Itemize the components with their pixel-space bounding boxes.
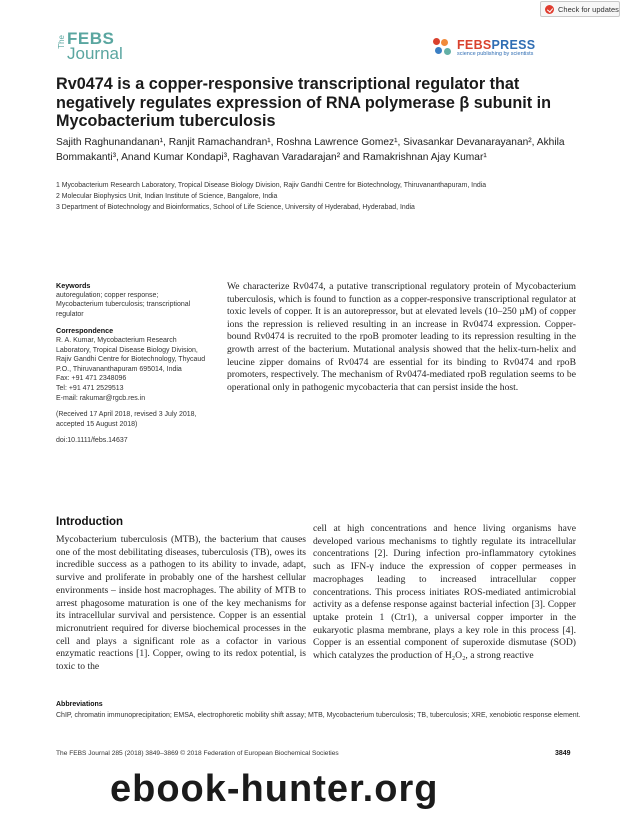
author-list: Sajith Raghunandanan¹, Ranjit Ramachandran¹, Roshna Lawrence Gomez¹, Sivasankar Devanarayanan², Akhila Bommakanti³, Anand Kumar Kondapi³, Raghavan Varadarajan² and Ramakrishnan Ajay Kumar¹	[56, 137, 565, 163]
keywords: autoregulation; copper response; Mycobacterium tuberculosis; transcriptional regulator	[56, 291, 191, 318]
press-tagline: science publishing by scientists	[457, 50, 534, 57]
check-icon	[545, 5, 554, 14]
watermark: ebook-hunter.org	[110, 768, 439, 810]
correspondence-fax: Fax: +91 471 2348096	[56, 375, 127, 383]
febs-journal-logo	[57, 31, 123, 65]
abbreviations-heading: Abbreviations	[56, 701, 103, 708]
press-logo-febs: FEBS	[457, 37, 492, 52]
febs-press-mark-icon	[433, 38, 453, 58]
footer-citation: The FEBS Journal 285 (2018) 3849–3869 © 2018 Federation of European Biochemical Societies	[56, 750, 339, 757]
abstract: We characterize Rv0474, a putative transcriptional regulatory protein of Mycobacterium tuberculosis, which is found to function as a copper-responsive transcriptional regulator at toxic levels of copper. It is an autorepressor, but at elevated levels (10–250 µM) of copper ions the repression is relieved resulting in an increase in Rv0474 expression. Copper-bound Rv0474 is recruited to the rpoB promoter leading to its repression resulting in the growth arrest of the bacterium. Mutational analysis showed that the helix-turn-helix and leucine zipper domains of Rv0474 are essential for its binding to Rv0474 and rpoB promoters, respectively. The mechanism of Rv0474-mediated rpoB regulation seems to be operational only in pathogenic mycobacteria that can persist inside the host.	[227, 281, 576, 393]
check-for-updates-button[interactable]	[540, 1, 620, 17]
affiliation-1: 1 Mycobacterium Research Laboratory, Tropical Disease Biology Division, Rajiv Gandhi Centre for Biotechnology, Thiruvananthapuram, India	[56, 182, 487, 189]
page-number: 3849	[555, 750, 571, 757]
article-sidebar	[56, 281, 206, 453]
correspondence-heading: Correspondence	[56, 326, 114, 336]
doi-link[interactable]: doi:10.1111/febs.14637	[56, 437, 128, 445]
affiliation-3: 3 Department of Biotechnology and Bioinformatics, School of Life Science, University of Hyderabad, Hyderabad, India	[56, 204, 415, 211]
introduction-column-1: Mycobacterium tuberculosis (MTB), the bacterium that causes one of the most debilitating diseases, tuberculosis (TB), owes its incredible success as a pathogen to its ability to invade, adapt, survive and proliferate in probably one of the harshest cellular environments – inside host macrophages. The ability of MTB to arrest phagosome maturation is one of the key mechanisms for its intracellular survival and persistence. Copper is an essential micronutrient required for diverse biochemical processes in the cell and plays a significant role as a cofactor in various enzymatic reactions [1]. Copper, owing to its redox potential, is toxic to the	[56, 534, 306, 673]
check-for-updates-label: Check for updates	[558, 4, 619, 14]
correspondence-tel: Tel: +91 471 2529513	[56, 384, 124, 392]
introduction-column-2: cell at high concentrations and hence living organisms have developed various mechanisms to tightly regulate its intracellular concentrations [2]. During infection pro-inflammatory cytokines such as IFN-γ induce the expression of copper permeases in macrophages leading to increased intracellular copper concentrations. This process initiates ROS-mediated antimicrobial activity as a defense response against bacterial infection [3]. Copper uptake protein 1 (Ctr1), a universal copper importer in the eukaryotic plasma membrane, plays a key role in this process [4]. Copper is an essential component of superoxide dismutase (SOD) which catalyzes the production of H₂O₂, a strong reactive	[313, 523, 576, 662]
febs-press-logo	[433, 38, 535, 58]
keywords-heading: Keywords	[56, 281, 91, 290]
journal-logo-journal: Journal	[67, 44, 123, 63]
introduction-heading: Introduction	[56, 516, 124, 528]
article-title: Rv0474 is a copper-responsive transcriptional regulator that negatively regulates expression of RNA polymerase β subunit in Mycobacterium tuberculosis	[56, 75, 552, 130]
journal-logo-the: The	[57, 35, 66, 49]
journal-logo-febs: FEBS	[67, 29, 115, 48]
affiliations	[56, 180, 586, 213]
abbreviations-text: ChIP, chromatin immunoprecipitation; EMSA, electrophoretic mobility shift assay; MTB, Mycobacterium tuberculosis; TB, tuberculosis; XRE, xenobiotic response element.	[56, 712, 581, 719]
correspondence-address: R. A. Kumar, Mycobacterium Research Laboratory, Tropical Disease Biology Division, Rajiv Gandhi Centre for Biotechnology, Thycaud P.O., Thiruvananthapuram 695014, India	[56, 336, 206, 373]
correspondence-email[interactable]: E-mail: rakumar@rgcb.res.in	[56, 394, 146, 402]
affiliation-2: 2 Molecular Biophysics Unit, Indian Institute of Science, Bangalore, India	[56, 193, 278, 200]
press-logo-press: PRESS	[491, 37, 536, 52]
received-dates: (Received 17 April 2018, revised 3 July 2018, accepted 15 August 2018)	[56, 411, 197, 428]
